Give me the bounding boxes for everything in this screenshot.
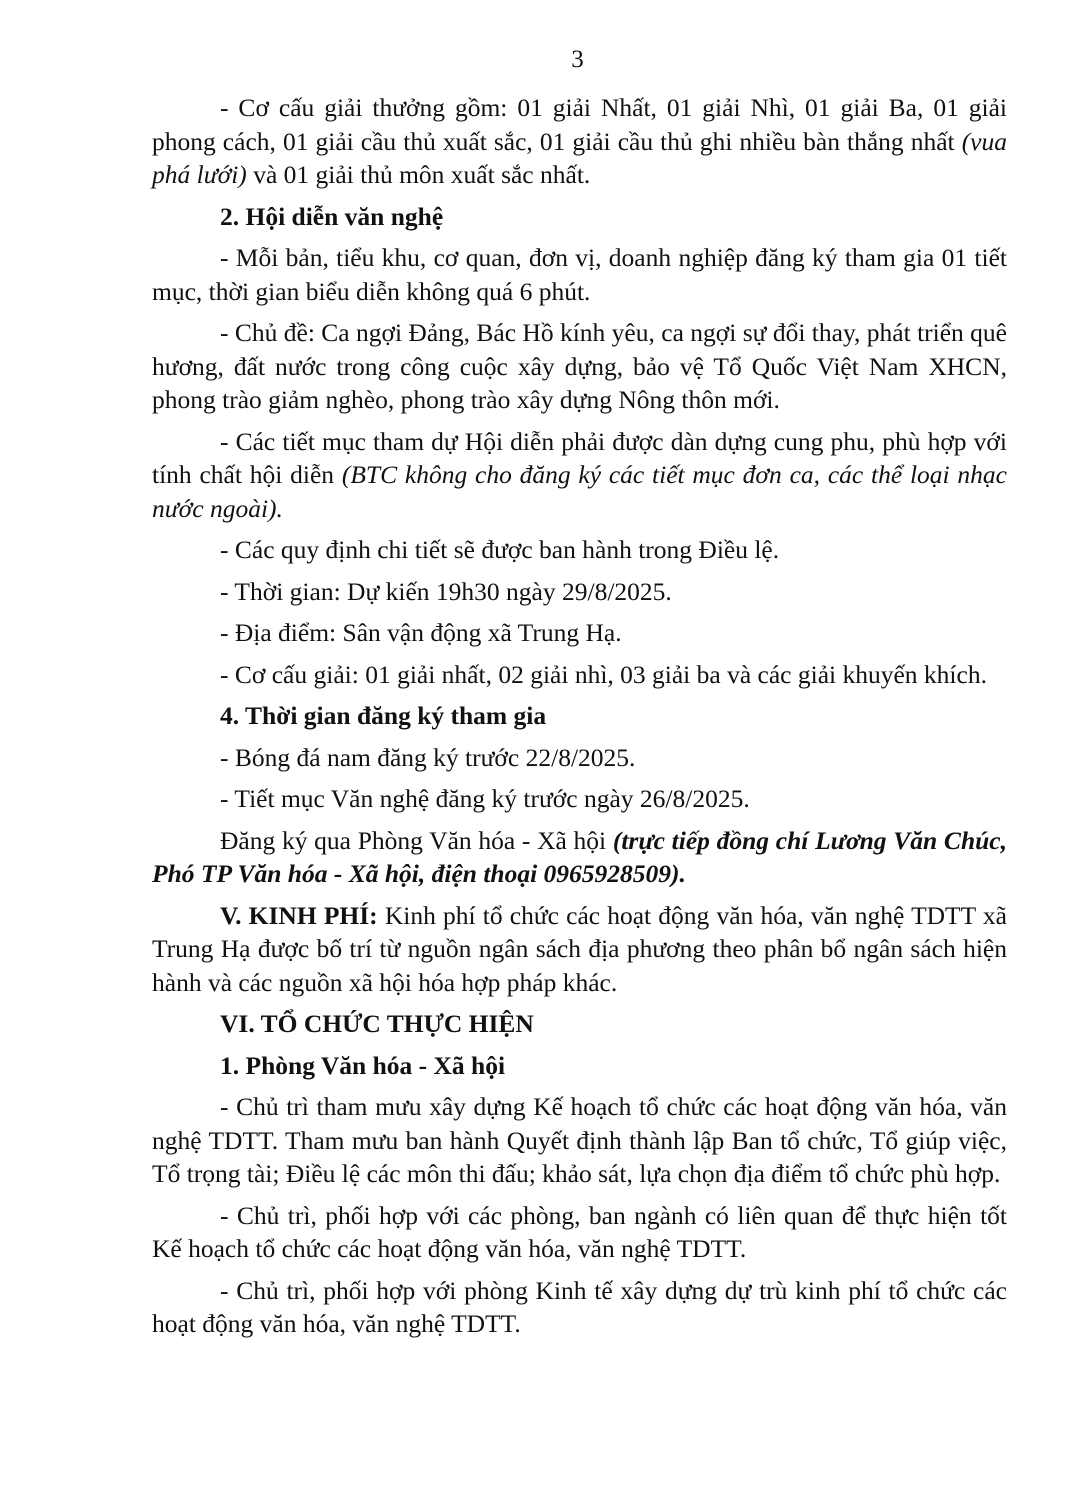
paragraph-performance-requirements: - Các tiết mục tham dự Hội diễn phải được dàn dựng cung phu, phù hợp với tính chất hội diễn (BTC không cho đăng ký các tiết mục đơn ca, các thể loại nhạc nước ngoài). <box>152 426 1007 523</box>
heading-registration-time: 4. Thời gian đăng ký tham gia <box>220 701 547 730</box>
paragraph-theme: - Chủ đề: Ca ngợi Đảng, Bác Hồ kính yêu, ca ngợi sự đổi thay, phát triển quê hương, đất nước trong công cuộc xây dựng, bảo vệ Tổ Quốc Việt Nam XHCN, phong trào giảm nghèo, phong trào xây dựng Nông thôn mới. <box>152 318 1007 414</box>
heading-implementation: VI. TỔ CHỨC THỰC HIỆN <box>220 1009 534 1038</box>
paragraph-awards: - Cơ cấu giải: 01 giải nhất, 02 giải nhì, 03 giải ba và các giải khuyến khích. <box>220 659 987 689</box>
paragraph-football-deadline: - Bóng đá nam đăng ký trước 22/8/2025. <box>220 742 636 772</box>
paragraph-budget: - Chủ trì, phối hợp với phòng Kinh tế xây dựng dự trù kinh phí tổ chức các hoạt động văn hóa, văn nghệ TDTT. <box>152 1275 1007 1338</box>
heading-hoi-dien-van-nghe: 2. Hội diễn văn nghệ <box>220 201 444 231</box>
page-number: 3 <box>571 46 584 73</box>
document-body <box>152 91 1007 1349</box>
paragraph-performance-deadline: - Tiết mục Văn nghệ đăng ký trước ngày 26/8/2025. <box>220 784 750 813</box>
paragraph-location: - Địa điểm: Sân vận động xã Trung Hạ. <box>220 618 622 647</box>
paragraph-funding: V. KINH PHÍ: Kinh phí tổ chức các hoạt động văn hóa, văn nghệ TDTT xã Trung Hạ được bố trí từ nguồn ngân sách địa phương theo phân bổ ngân sách hiện hành và các nguồn xã hội hóa hợp pháp khác. <box>152 900 1007 997</box>
paragraph-coordination: - Chủ trì, phối hợp với các phòng, ban ngành có liên quan để thực hiện tốt Kế hoạch tổ chức các hoạt động văn hóa, văn nghệ TDTT. <box>152 1200 1007 1263</box>
paragraph-prize-structure: - Cơ cấu giải thưởng gồm: 01 giải Nhất, 01 giải Nhì, 01 giải Ba, 01 giải phong cách, 01 giải cầu thủ xuất sắc, 01 giải cầu thủ ghi nhiều bàn thắng nhất (vua phá lưới) và 01 giải thủ môn xuất sắc nhất. <box>152 93 1007 189</box>
paragraph-registration-limit: - Mỗi bản, tiểu khu, cơ quan, đơn vị, doanh nghiệp đăng ký tham gia 01 tiết mục, thời gian biểu diễn không quá 6 phút. <box>152 243 1007 306</box>
paragraph-rules: - Các quy định chi tiết sẽ được ban hành trong Điều lệ. <box>220 535 780 564</box>
paragraph-plan-advisory: - Chủ trì tham mưu xây dựng Kế hoạch tổ chức các hoạt động văn hóa, văn nghệ TDTT. Tham mưu ban hành Quyết định thành lập Ban tổ chức, Tổ giúp việc, Tổ trọng tài; Điều lệ các môn thi đấu; khảo sát, lựa chọn địa điểm tổ chức phù hợp. <box>152 1092 1007 1188</box>
paragraph-time: - Thời gian: Dự kiến 19h30 ngày 29/8/2025. <box>220 576 672 606</box>
paragraph-registration-contact: Đăng ký qua Phòng Văn hóa - Xã hội (trực tiếp đồng chí Lương Văn Chúc, Phó TP Văn hóa - Xã hội, điện thoại 0965928509). <box>152 825 1007 888</box>
heading-culture-office: 1. Phòng Văn hóa - Xã hội <box>220 1050 506 1080</box>
